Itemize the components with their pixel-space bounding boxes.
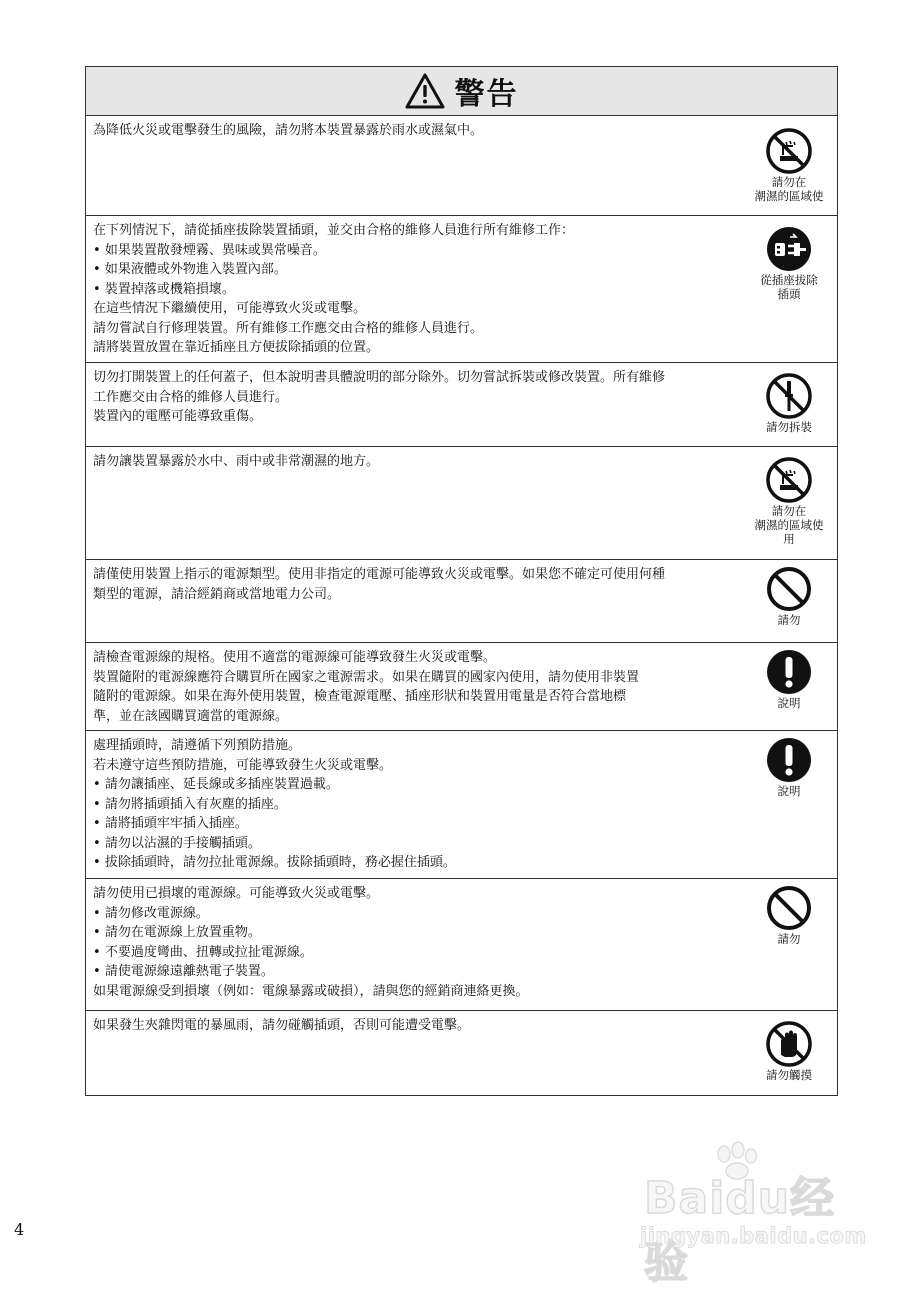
warning-row-7 [86,731,837,879]
row-bullet: • 請勿讓插座、延長線或多插座裝置過載。 [93,775,731,795]
warning-row-9 [86,1011,837,1095]
icon-caption: 請勿拆裝 [766,420,812,434]
warning-triangle-icon [405,73,445,109]
no-disassemble-icon [766,373,812,419]
row-text: 請檢查電源線的規格。使用不適當的電源線可能導致發生火災或電擊。 [93,650,497,665]
exclamation-icon [766,649,812,695]
icon-caption: 請勿在 [771,175,807,189]
icon-caption: 說明 [777,696,801,710]
watermark-brand: Baidu经验 [644,1173,836,1288]
icon-caption: 請勿 [777,932,801,946]
row-text: 裝置內的電壓可能導致重傷。 [93,409,263,424]
row-bullet: • 拔除插頭時，請勿拉扯電源線。拔除插頭時，務必握住插頭。 [93,853,731,873]
row-text: 請勿讓裝置暴露於水中、雨中或非常潮濕的地方。 [93,454,380,469]
row-bullet: • 如果液體或外物進入裝置內部。 [93,260,731,280]
icon-caption: 潮濕的區域使 [754,518,824,532]
warning-row-8 [86,879,837,1011]
icon-caption: 請勿在 [771,504,807,518]
row-bullet: • 請勿將插頭插入有灰塵的插座。 [93,795,731,815]
row-text: 請將裝置放置在靠近插座且方便拔除插頭的位置。 [93,340,380,355]
row-text: 在下列情況下，請從插座拔除裝置插頭，並交由合格的維修人員進行所有維修工作： [93,223,575,238]
page-number: 4 [14,1220,25,1239]
row-text: 類型的電源，請洽經銷商或當地電力公司。 [93,586,341,602]
icon-caption: 潮濕的區域使 [754,189,824,203]
icon-caption: 插頭 [777,287,801,301]
row-text: 為降低火災或電擊發生的風險，請勿將本裝置暴露於雨水或濕氣中。 [93,123,484,138]
baidu-watermark [640,1140,870,1288]
row-bullet: • 請將插頭牢牢插入插座。 [93,814,731,834]
warning-row-1 [86,116,837,216]
prohibited-icon [766,566,812,612]
unplug-icon [766,226,812,272]
no-water-icon [766,128,812,174]
row-bullet: • 不要過度彎曲、扭轉或拉扯電源線。 [93,943,731,963]
watermark-url: jingyan.baidu.com [640,1224,867,1248]
row-text: 在這些情況下繼續使用，可能導致火災或電擊。 [93,301,367,316]
row-bullet: • 如果裝置散發煙霧、異味或異常噪音。 [93,241,731,261]
warning-row-5 [86,560,837,643]
row-bullet: • 請勿在電源線上放置重物。 [93,923,731,943]
row-text: 請僅使用裝置上指示的電源類型。使用非指定的電源可能導致火災或電擊。如果您不確定可使用何種 [93,567,666,582]
row-text: 工作應交由合格的維修人員進行。 [93,389,289,405]
no-water-icon [766,457,812,503]
row-bullet: • 裝置掉落或機箱損壞。 [93,280,731,300]
warning-row-3 [86,363,837,447]
prohibited-icon [766,885,812,931]
row-bullet: • 請使電源線遠離熱電子裝置。 [93,962,731,982]
warning-title: 警告 [454,77,519,112]
row-text: 如果發生夾雜閃電的暴風雨，請勿碰觸插頭，否則可能遭受電擊。 [93,1018,471,1033]
row-text: 請勿使用已損壞的電源線。可能導致火災或電擊。 [93,886,380,901]
icon-caption: 說明 [777,784,801,798]
warning-row-4 [86,447,837,560]
warning-header [86,67,837,116]
row-text: 切勿打開裝置上的任何蓋子，但本說明書具體說明的部分除外。切勿嘗試拆裝或修改裝置。所有維修 [93,370,666,385]
row-text: 處理插頭時，請遵循下列預防措施。 [93,738,302,753]
warning-table [85,66,838,1096]
icon-caption: 請勿 [777,613,801,627]
icon-caption: 從插座拔除 [760,273,818,287]
exclamation-icon [766,737,812,783]
row-text: 準，並在該國購買適當的電源線。 [93,708,289,724]
icon-caption: 用 [783,532,795,546]
row-text: 裝置隨附的電源線應符合購買所在國家之電源需求。如果在購買的國家內使用，請勿使用非裝置 [93,669,640,685]
row-bullet: • 請勿以沾濕的手接觸插頭。 [93,834,731,854]
row-bullet: • 請勿修改電源線。 [93,904,731,924]
row-text: 若未遵守這些預防措施，可能導致發生火災或電擊。 [93,757,393,773]
row-text: 如果電源線受到損壞（例如：電線暴露或破損），請與您的經銷商連絡更換。 [93,983,529,999]
icon-caption: 請勿觸摸 [766,1068,812,1082]
row-text: 隨附的電源線。如果在海外使用裝置，檢查電源電壓、插座形狀和裝置用電量是否符合當地標 [93,689,627,704]
row-text: 請勿嘗試自行修理裝置。所有維修工作應交由合格的維修人員進行。 [93,320,484,336]
no-touch-icon [766,1021,812,1067]
warning-row-2 [86,216,837,363]
warning-row-6 [86,643,837,731]
